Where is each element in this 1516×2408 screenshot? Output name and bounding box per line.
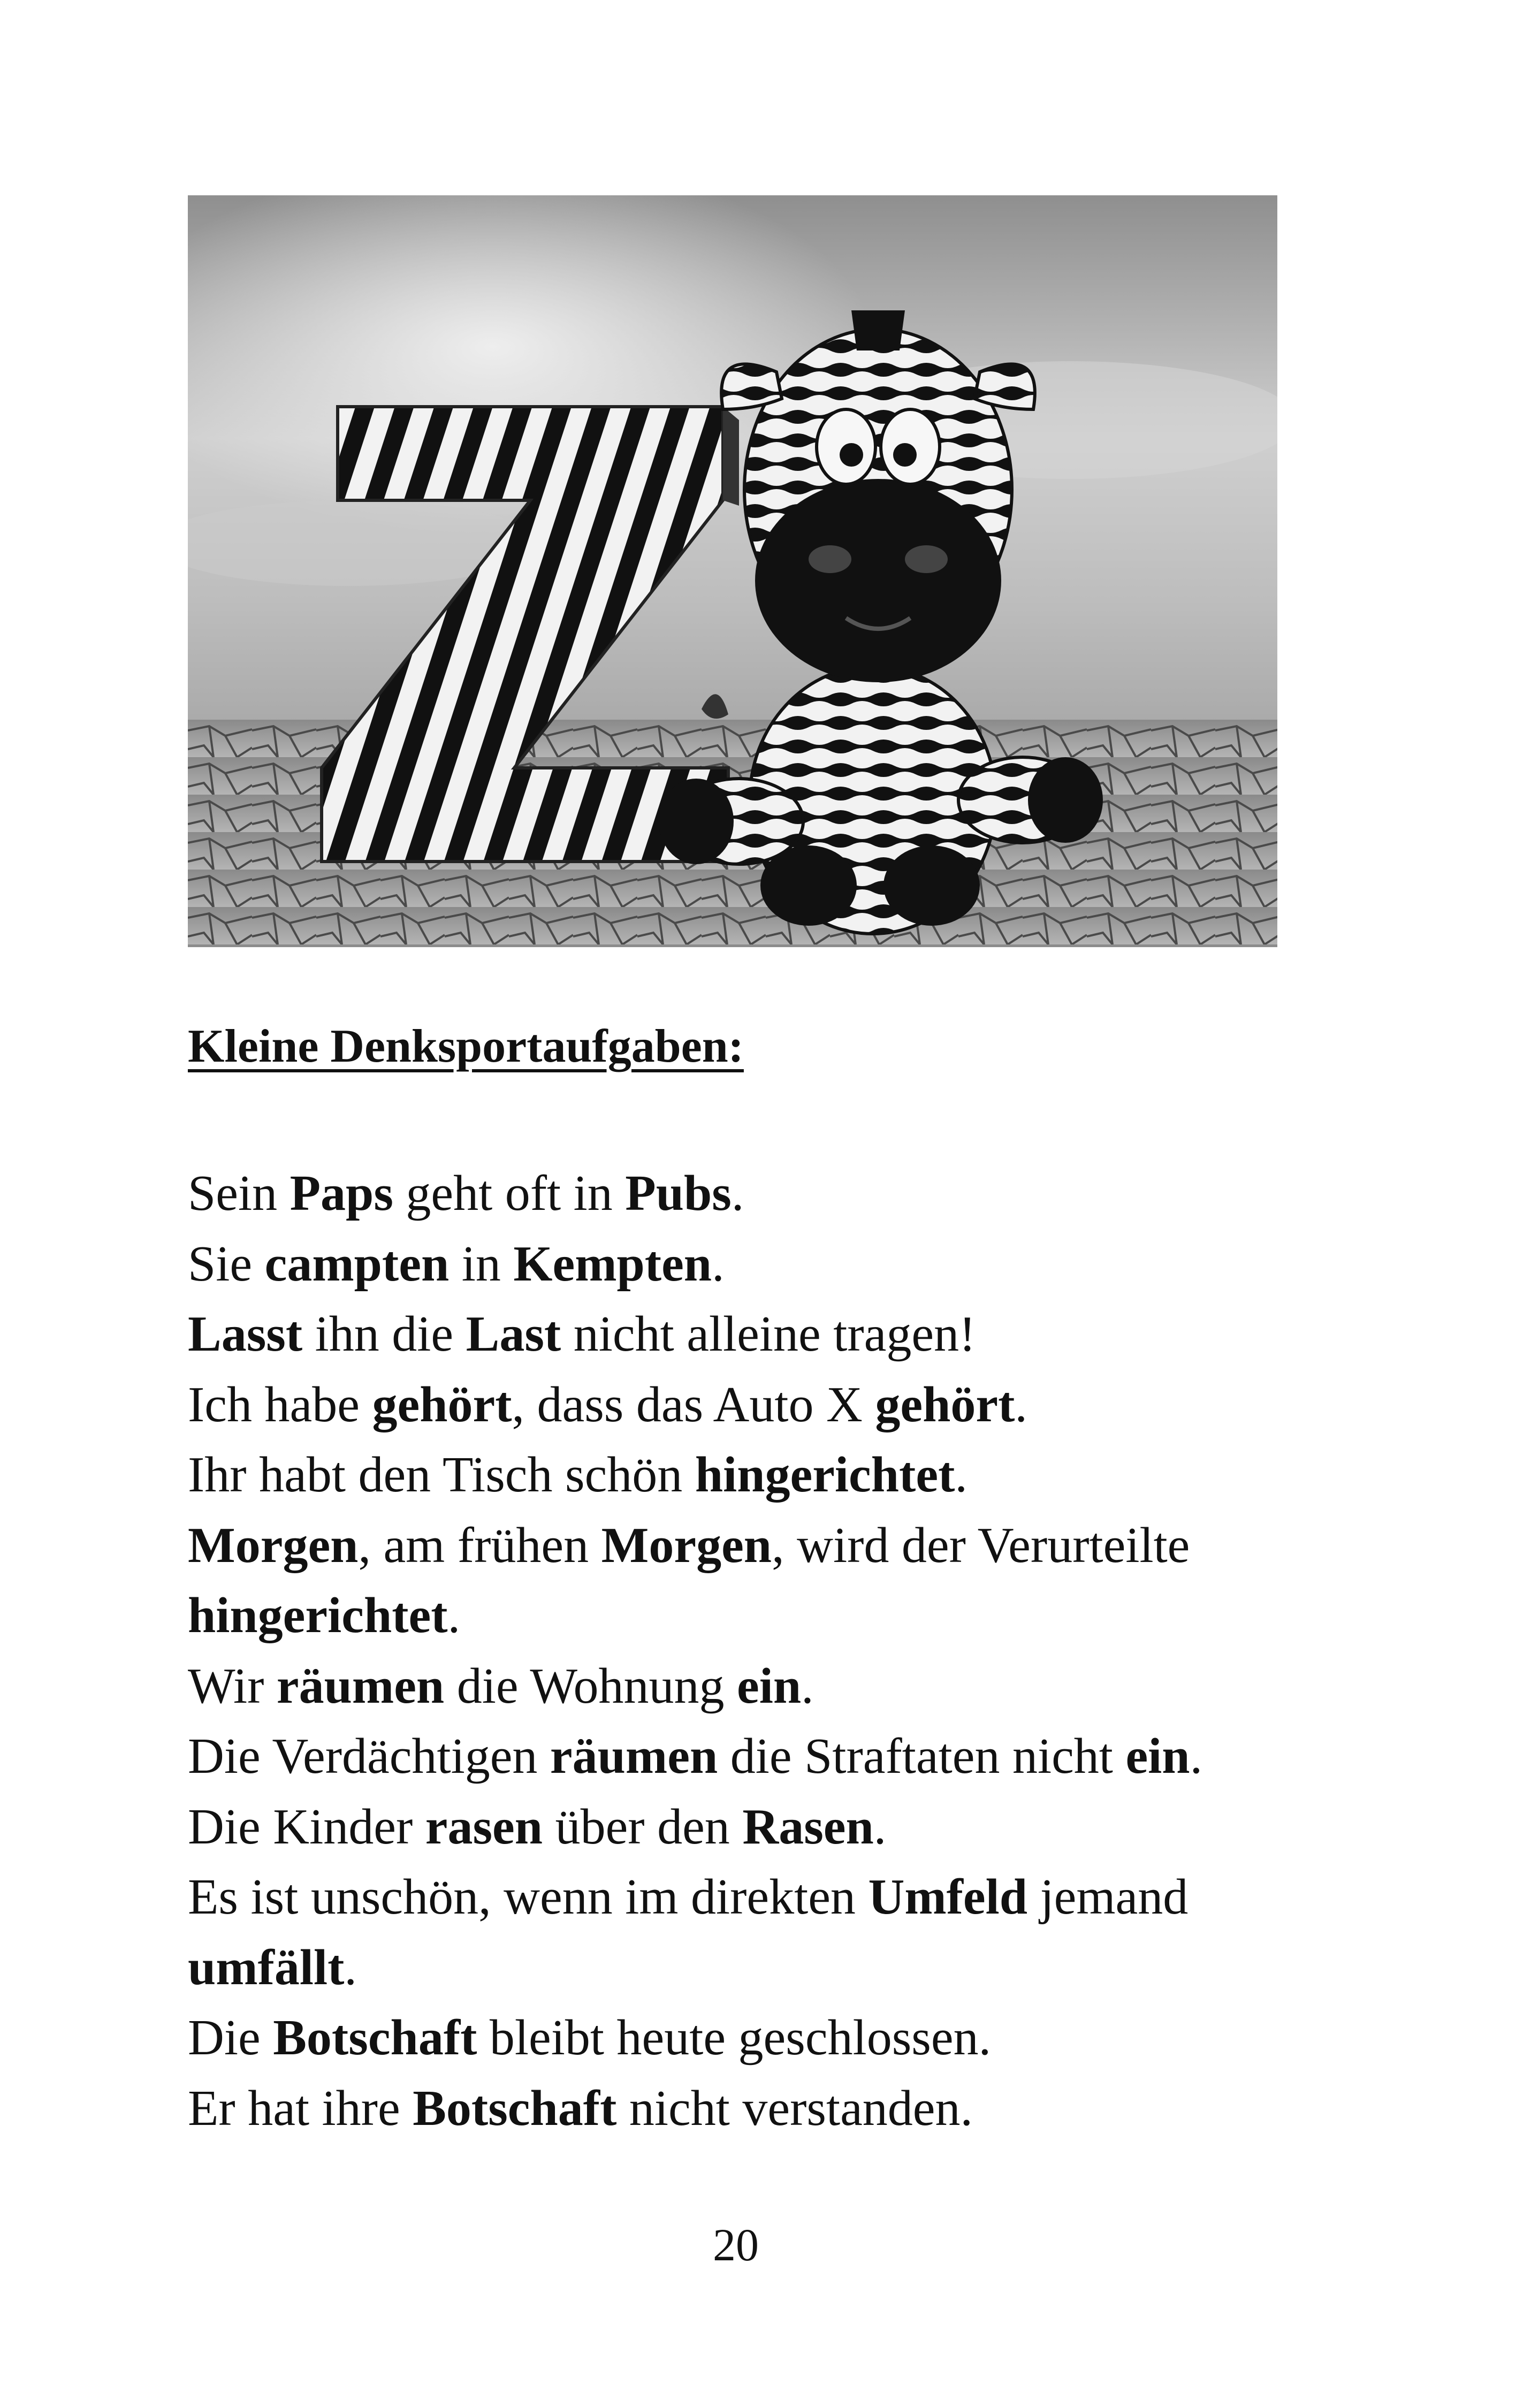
sentence-text: Ihr habt den Tisch schön	[188, 1447, 695, 1503]
emphasized-word: Morgen	[601, 1517, 772, 1573]
emphasized-word: räumen	[550, 1728, 718, 1784]
sentence-text: .	[447, 1588, 461, 1643]
emphasized-word: Last	[466, 1306, 561, 1362]
emphasized-word: räumen	[276, 1658, 445, 1714]
sentence-text: Sie	[188, 1236, 265, 1292]
sentence-text: .	[1190, 1728, 1203, 1784]
sentence-text: Sein	[188, 1165, 290, 1221]
emphasized-word: campten	[264, 1236, 450, 1292]
sentence-text: die Straftaten nicht	[718, 1728, 1126, 1784]
emphasized-word: Botschaft	[273, 2010, 477, 2066]
sentence-text: , dass das Auto X	[512, 1376, 875, 1432]
sentence-text: über den	[543, 1799, 743, 1855]
sentence-line	[188, 1511, 1312, 1581]
emphasized-word: rasen	[425, 1799, 543, 1855]
sentence-line	[188, 1440, 1312, 1511]
sentence-line	[188, 2074, 1312, 2144]
emphasized-word: hingerichtet	[188, 1588, 448, 1643]
sentence-text: .	[712, 1236, 725, 1292]
sentence-text: jemand	[1027, 1869, 1189, 1925]
sentence-line	[188, 2003, 1312, 2074]
sentence-text: in	[449, 1236, 514, 1292]
zebra-letter-z-picture	[188, 195, 1277, 947]
sentence-line	[188, 1862, 1312, 1933]
sentence-line	[188, 1651, 1312, 1722]
sentence-text: nicht alleine tragen!	[561, 1306, 976, 1362]
emphasized-word: ein	[1125, 1728, 1190, 1784]
sentence-text: Die Verdächtigen	[188, 1728, 550, 1784]
emphasized-word: ein	[737, 1658, 802, 1714]
emphasized-word: gehört	[372, 1376, 512, 1432]
sentence-text: , am frühen	[358, 1517, 601, 1573]
emphasized-word: Paps	[290, 1165, 393, 1221]
sentence-text: ihn die	[302, 1306, 466, 1362]
sentence-text: .	[1015, 1376, 1027, 1432]
sentence-text: .	[873, 1799, 887, 1855]
sentence-line	[188, 1159, 1312, 1229]
sentence-text: Die	[188, 2010, 273, 2066]
page-number: 20	[713, 2219, 759, 2270]
sentence-text: bleibt heute geschlossen.	[477, 2010, 992, 2066]
sentence-line	[188, 1229, 1312, 1300]
sentence-text: Er hat ihre	[188, 2080, 413, 2136]
sentence-text: .	[955, 1447, 968, 1503]
sentence-text: .	[801, 1658, 814, 1714]
emphasized-word: Kempten	[513, 1236, 712, 1292]
emphasized-word: Pubs	[625, 1165, 732, 1221]
sentence-text: Die Kinder	[188, 1799, 425, 1855]
sentence-text: geht oft in	[393, 1165, 626, 1221]
emphasized-word: umfällt	[188, 1939, 345, 1995]
sentence-line	[188, 1721, 1312, 1792]
sentence-list	[188, 1159, 1312, 2144]
sentence-text: Ich habe	[188, 1376, 372, 1432]
sentence-text: , wird der Verurteilte	[772, 1517, 1190, 1573]
sentence-text: nicht verstanden.	[616, 2080, 973, 2136]
emphasized-word: gehört	[875, 1376, 1015, 1432]
sentence-line	[188, 1933, 1312, 2003]
sentence-line	[188, 1370, 1312, 1441]
sentence-text: Es ist unschön, wenn im direkten	[188, 1869, 869, 1925]
sentence-text: die Wohnung	[444, 1658, 737, 1714]
emphasized-word: Botschaft	[413, 2080, 617, 2136]
sentence-line	[188, 1792, 1312, 1863]
emphasized-word: Morgen	[188, 1517, 359, 1573]
emphasized-word: Rasen	[742, 1799, 874, 1855]
sentence-line	[188, 1581, 1312, 1651]
zebra-illustration	[188, 195, 1277, 947]
sentence-text: .	[731, 1165, 744, 1221]
sentence-text: .	[344, 1939, 357, 1995]
section-heading: Kleine Denksportaufgaben:	[188, 1020, 744, 1072]
emphasized-word: Umfeld	[868, 1869, 1028, 1925]
emphasized-word: hingerichtet	[695, 1447, 955, 1503]
sentence-text: Wir	[188, 1658, 277, 1714]
sentence-line	[188, 1299, 1312, 1370]
emphasized-word: Lasst	[188, 1306, 303, 1362]
